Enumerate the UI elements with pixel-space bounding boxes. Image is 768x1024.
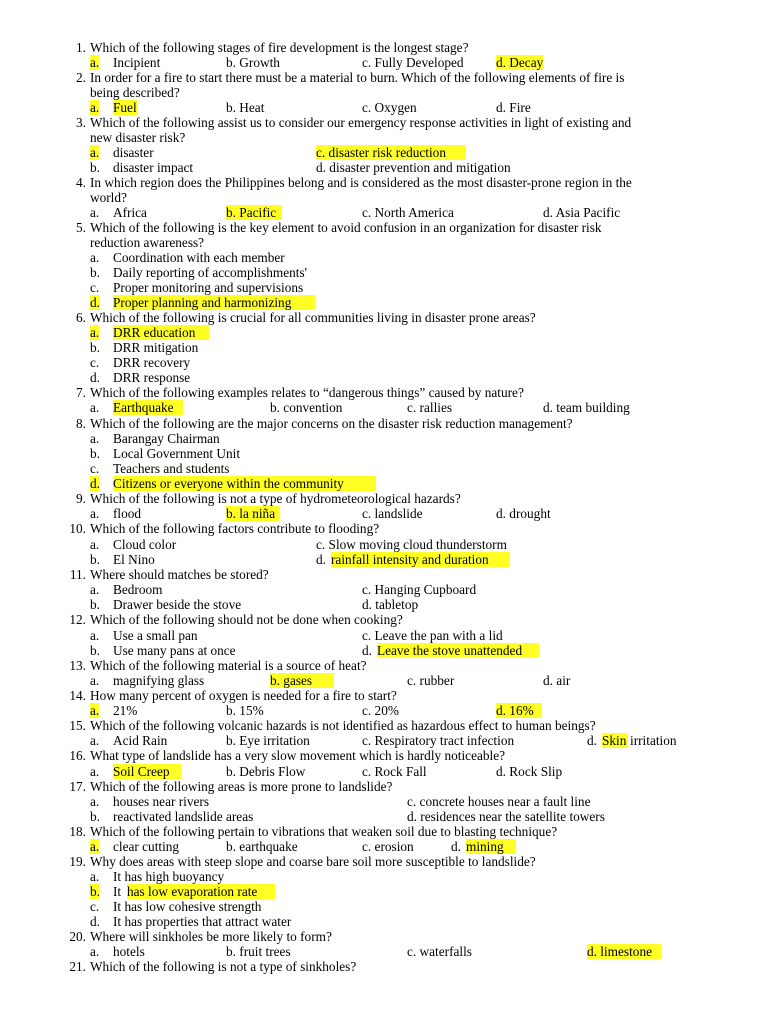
choice-text: disaster (113, 145, 154, 160)
question-text: Which of the following is crucial for all communities living in disaster prone areas? (90, 310, 536, 325)
choice-letter: a. (90, 55, 100, 70)
answer-row (0, 325, 768, 340)
answer-row (0, 733, 768, 748)
question-number: 13. (69, 658, 86, 673)
choice-letter: a. (90, 537, 100, 552)
question-line (0, 929, 768, 944)
choice-text: magnifying glass (113, 673, 205, 688)
choice-text: It (113, 884, 122, 899)
question-text: How many percent of oxygen is needed for a fire to start? (90, 688, 397, 703)
question-text: Where will sinkholes be more likely to form? (90, 929, 332, 944)
choice-letter: a. (90, 400, 100, 415)
choice-text: flood (113, 506, 142, 521)
question-text: new disaster risk? (90, 130, 186, 145)
answer-row (0, 160, 768, 175)
highlighted-answer: Fuel (113, 100, 137, 115)
choice-text: d. Rock Slip (496, 764, 563, 779)
choice-text: c. Rock Fall (362, 764, 427, 779)
choice-text: c. Oxygen (362, 100, 417, 115)
question-line (0, 748, 768, 763)
answer-row (0, 355, 768, 370)
question-line (0, 491, 768, 506)
answer-row (0, 265, 768, 280)
choice-text: d. team building (543, 400, 630, 415)
answer-row (0, 899, 768, 914)
question-line (0, 688, 768, 703)
choice-text: d. Asia Pacific (543, 205, 621, 220)
question-number: 15. (69, 718, 86, 733)
question-text: Which of the following areas is more prone to landslide? (90, 779, 393, 794)
question-number: 14. (69, 688, 86, 703)
highlighted-answer: DRR education (113, 325, 209, 340)
choice-text: It has high buoyancy (113, 869, 225, 884)
choice-letter: a. (90, 205, 100, 220)
question-number: 18. (69, 824, 86, 839)
choice-text: Use many pans at once (113, 643, 236, 658)
choice-letter: a. (90, 869, 100, 884)
question-number: 19. (69, 854, 86, 869)
choice-letter: d. (90, 370, 100, 385)
question-text: Why does areas with steep slope and coarse bare soil more susceptible to landslide? (90, 854, 536, 869)
highlighted-answer: mining (466, 839, 516, 854)
question-line (0, 658, 768, 673)
question-text: reduction awareness? (90, 235, 205, 250)
choice-text: DRR recovery (113, 355, 191, 370)
choice-letter: d. (90, 295, 100, 310)
choice-letter: a. (90, 794, 100, 809)
answer-row (0, 446, 768, 461)
highlighted-answer: Earthquake (113, 400, 183, 415)
highlighted-answer: Proper planning and harmonizing (113, 295, 315, 310)
choice-text: It has properties that attract water (113, 914, 292, 929)
choice-text: d. tabletop (362, 597, 419, 612)
answer-row (0, 340, 768, 355)
choice-letter: b. (90, 809, 100, 824)
answer-row (0, 628, 768, 643)
question-line (0, 959, 768, 974)
answer-row (0, 809, 768, 824)
answer-row (0, 55, 768, 70)
question-text: In order for a fire to start there must be a material to burn. Which of the following elements of fire is (90, 70, 625, 85)
answer-row (0, 839, 768, 854)
answer-row (0, 280, 768, 295)
question-line-continued (0, 235, 768, 250)
choice-letter: c. (90, 899, 100, 914)
question-number: 11. (69, 567, 86, 582)
question-number: 6. (76, 310, 86, 325)
question-line (0, 612, 768, 627)
choice-text: d. (451, 839, 461, 854)
question-number: 4. (76, 175, 86, 190)
choice-text: b. earthquake (226, 839, 298, 854)
choice-text: d. (316, 552, 326, 567)
question-line (0, 310, 768, 325)
answer-row (0, 582, 768, 597)
question-text: Which of the following examples relates to “dangerous things” caused by nature? (90, 385, 524, 400)
question-number: 20. (69, 929, 86, 944)
question-line (0, 567, 768, 582)
choice-letter: d. (90, 914, 100, 929)
question-text: Which of the following stages of fire development is the longest stage? (90, 40, 469, 55)
choice-text: c. waterfalls (407, 944, 472, 959)
question-text: being described? (90, 85, 180, 100)
choice-letter: a. (90, 250, 100, 265)
answer-row (0, 476, 768, 491)
choice-letter: c. (90, 461, 100, 476)
choice-text: Drawer beside the stove (113, 597, 242, 612)
question-line (0, 718, 768, 733)
highlighted-answer: Soil Creep (113, 764, 181, 779)
answer-row (0, 884, 768, 899)
answer-row (0, 145, 768, 160)
highlighted-answer: Leave the stove unattended (377, 643, 539, 658)
question-text: Which of the following assist us to consider our emergency response activities in light of existing and (90, 115, 632, 130)
choice-text: c. Respiratory tract infection (362, 733, 515, 748)
choice-letter: a. (90, 145, 100, 160)
choice-text: houses near rivers (113, 794, 209, 809)
choice-text: Africa (113, 205, 147, 220)
choice-letter: c. (90, 355, 100, 370)
answer-row (0, 431, 768, 446)
highlighted-answer: Skin (602, 733, 627, 748)
answer-row (0, 914, 768, 929)
choice-letter: a. (90, 673, 100, 688)
choice-text: b. convention (270, 400, 343, 415)
choice-text: DRR mitigation (113, 340, 199, 355)
highlighted-answer: b. la niña (226, 506, 280, 521)
question-number: 21. (69, 959, 86, 974)
answer-row (0, 764, 768, 779)
choice-text: Local Government Unit (113, 446, 241, 461)
choice-text: d. (587, 733, 597, 748)
choice-text: Proper monitoring and supervisions (113, 280, 304, 295)
question-text: Which of the following is the key element to avoid confusion in an organization for disaster risk (90, 220, 602, 235)
choice-letter: a. (90, 628, 100, 643)
answer-row (0, 643, 768, 658)
choice-text: irritation (630, 733, 677, 748)
answer-row (0, 869, 768, 884)
answer-row (0, 552, 768, 567)
question-number: 3. (76, 115, 86, 130)
choice-text: c. rubber (407, 673, 455, 688)
question-number: 16. (69, 748, 86, 763)
choice-text: b. Growth (226, 55, 280, 70)
choice-text: DRR response (113, 370, 191, 385)
question-number: 1. (76, 40, 86, 55)
choice-text: c. concrete houses near a fault line (407, 794, 591, 809)
question-line-continued (0, 130, 768, 145)
question-text: In which region does the Philippines belong and is considered as the most disaster-prone region in the (90, 175, 632, 190)
choice-letter: b. (90, 265, 100, 280)
choice-text: d. air (543, 673, 571, 688)
question-line-continued (0, 190, 768, 205)
choice-text: clear cutting (113, 839, 180, 854)
answer-row (0, 400, 768, 415)
choice-letter: b. (90, 340, 100, 355)
question-line-continued (0, 85, 768, 100)
answer-row (0, 205, 768, 220)
answer-row (0, 794, 768, 809)
question-line (0, 854, 768, 869)
choice-letter: a. (90, 839, 100, 854)
answer-row (0, 100, 768, 115)
choice-letter: b. (90, 597, 100, 612)
choice-text: Coordination with each member (113, 250, 285, 265)
question-line (0, 115, 768, 130)
question-text: Which of the following pertain to vibrations that weaken soil due to blasting technique? (90, 824, 558, 839)
question-line (0, 779, 768, 794)
choice-text: c. Fully Developed (362, 55, 464, 70)
answer-row (0, 944, 768, 959)
choice-text: Use a small pan (113, 628, 198, 643)
choice-text: c. Hanging Cupboard (362, 582, 477, 597)
choice-letter: a. (90, 703, 100, 718)
question-text: Which of the following factors contribute to flooding? (90, 521, 380, 536)
question-number: 2. (76, 70, 86, 85)
choice-text: b. fruit trees (226, 944, 291, 959)
answer-row (0, 703, 768, 718)
highlighted-answer: d. Decay (496, 55, 544, 70)
highlighted-answer: Citizens or everyone within the community (113, 476, 376, 491)
choice-letter: b. (90, 552, 100, 567)
answer-row (0, 673, 768, 688)
question-text: Where should matches be stored? (90, 567, 269, 582)
answer-row (0, 461, 768, 476)
question-line (0, 220, 768, 235)
choice-letter: d. (90, 476, 100, 491)
choice-text: Acid Rain (113, 733, 168, 748)
choice-text: c. landslide (362, 506, 423, 521)
choice-letter: a. (90, 431, 100, 446)
highlighted-answer: c. disaster risk reduction (316, 145, 466, 160)
answer-row (0, 537, 768, 552)
choice-text: d. residences near the satellite towers (407, 809, 605, 824)
choice-text: b. Eye irritation (226, 733, 310, 748)
question-line (0, 824, 768, 839)
choice-text: c. North America (362, 205, 454, 220)
question-text: Which of the following material is a source of heat? (90, 658, 367, 673)
question-text: world? (90, 190, 127, 205)
question-line (0, 521, 768, 536)
choice-text: b. Debris Flow (226, 764, 306, 779)
choice-text: c. Slow moving cloud thunderstorm (316, 537, 507, 552)
choice-text: Daily reporting of accomplishments' (113, 265, 308, 280)
choice-text: Bedroom (113, 582, 163, 597)
choice-letter: a. (90, 100, 100, 115)
choice-text: Barangay Chairman (113, 431, 220, 446)
question-line (0, 40, 768, 55)
answer-row (0, 250, 768, 265)
choice-text: 21% (113, 703, 138, 718)
answer-row (0, 370, 768, 385)
choice-letter: b. (90, 446, 100, 461)
choice-letter: b. (90, 884, 100, 899)
choice-text: Cloud color (113, 537, 177, 552)
choice-text: b. 15% (226, 703, 264, 718)
highlighted-answer: rainfall intensity and duration (331, 552, 510, 567)
choice-text: c. Leave the pan with a lid (362, 628, 503, 643)
choice-letter: b. (90, 160, 100, 175)
choice-text: reactivated landslide areas (113, 809, 254, 824)
question-number: 7. (76, 385, 86, 400)
choice-letter: a. (90, 944, 100, 959)
choice-text: c. 20% (362, 703, 399, 718)
question-text: Which of the following volcanic hazards is not identified as hazardous effect to human beings? (90, 718, 596, 733)
question-number: 9. (76, 491, 86, 506)
choice-text: c. rallies (407, 400, 453, 415)
choice-text: d. disaster prevention and mitigation (316, 160, 511, 175)
choice-text: El Nino (113, 552, 155, 567)
choice-text: hotels (113, 944, 145, 959)
question-line (0, 70, 768, 85)
question-text: Which of the following are the major concerns on the disaster risk reduction management? (90, 416, 573, 431)
choice-text: Teachers and students (113, 461, 230, 476)
choice-text: c. erosion (362, 839, 414, 854)
question-line (0, 385, 768, 400)
choice-letter: c. (90, 280, 100, 295)
answer-row (0, 597, 768, 612)
choice-letter: a. (90, 582, 100, 597)
highlighted-answer: d. limestone (587, 944, 661, 959)
choice-text: It has low cohesive strength (113, 899, 262, 914)
choice-letter: a. (90, 733, 100, 748)
question-number: 17. (69, 779, 86, 794)
choice-text: d. Fire (496, 100, 531, 115)
choice-letter: a. (90, 764, 100, 779)
question-line (0, 416, 768, 431)
choice-text: disaster impact (113, 160, 194, 175)
highlighted-answer: d. 16% (496, 703, 542, 718)
highlighted-answer: b. gases (270, 673, 334, 688)
choice-letter: a. (90, 506, 100, 521)
question-text: Which of the following is not a type of sinkholes? (90, 959, 357, 974)
question-number: 5. (76, 220, 86, 235)
choice-text: d. drought (496, 506, 551, 521)
question-line (0, 175, 768, 190)
choice-letter: a. (90, 325, 100, 340)
answer-row (0, 295, 768, 310)
choice-text: b. Heat (226, 100, 265, 115)
choice-text: d. (362, 643, 372, 658)
question-number: 12. (69, 612, 86, 627)
question-text: Which of the following should not be done when cooking? (90, 612, 403, 627)
question-number: 10. (69, 521, 86, 536)
choice-text: Incipient (113, 55, 161, 70)
question-text: What type of landslide has a very slow movement which is hardly noticeable? (90, 748, 506, 763)
highlighted-answer: b. Pacific (226, 205, 282, 220)
question-number: 8. (76, 416, 86, 431)
highlighted-answer: has low evaporation rate (127, 884, 275, 899)
question-text: Which of the following is not a type of hydrometeorological hazards? (90, 491, 461, 506)
answer-row (0, 506, 768, 521)
choice-letter: b. (90, 643, 100, 658)
